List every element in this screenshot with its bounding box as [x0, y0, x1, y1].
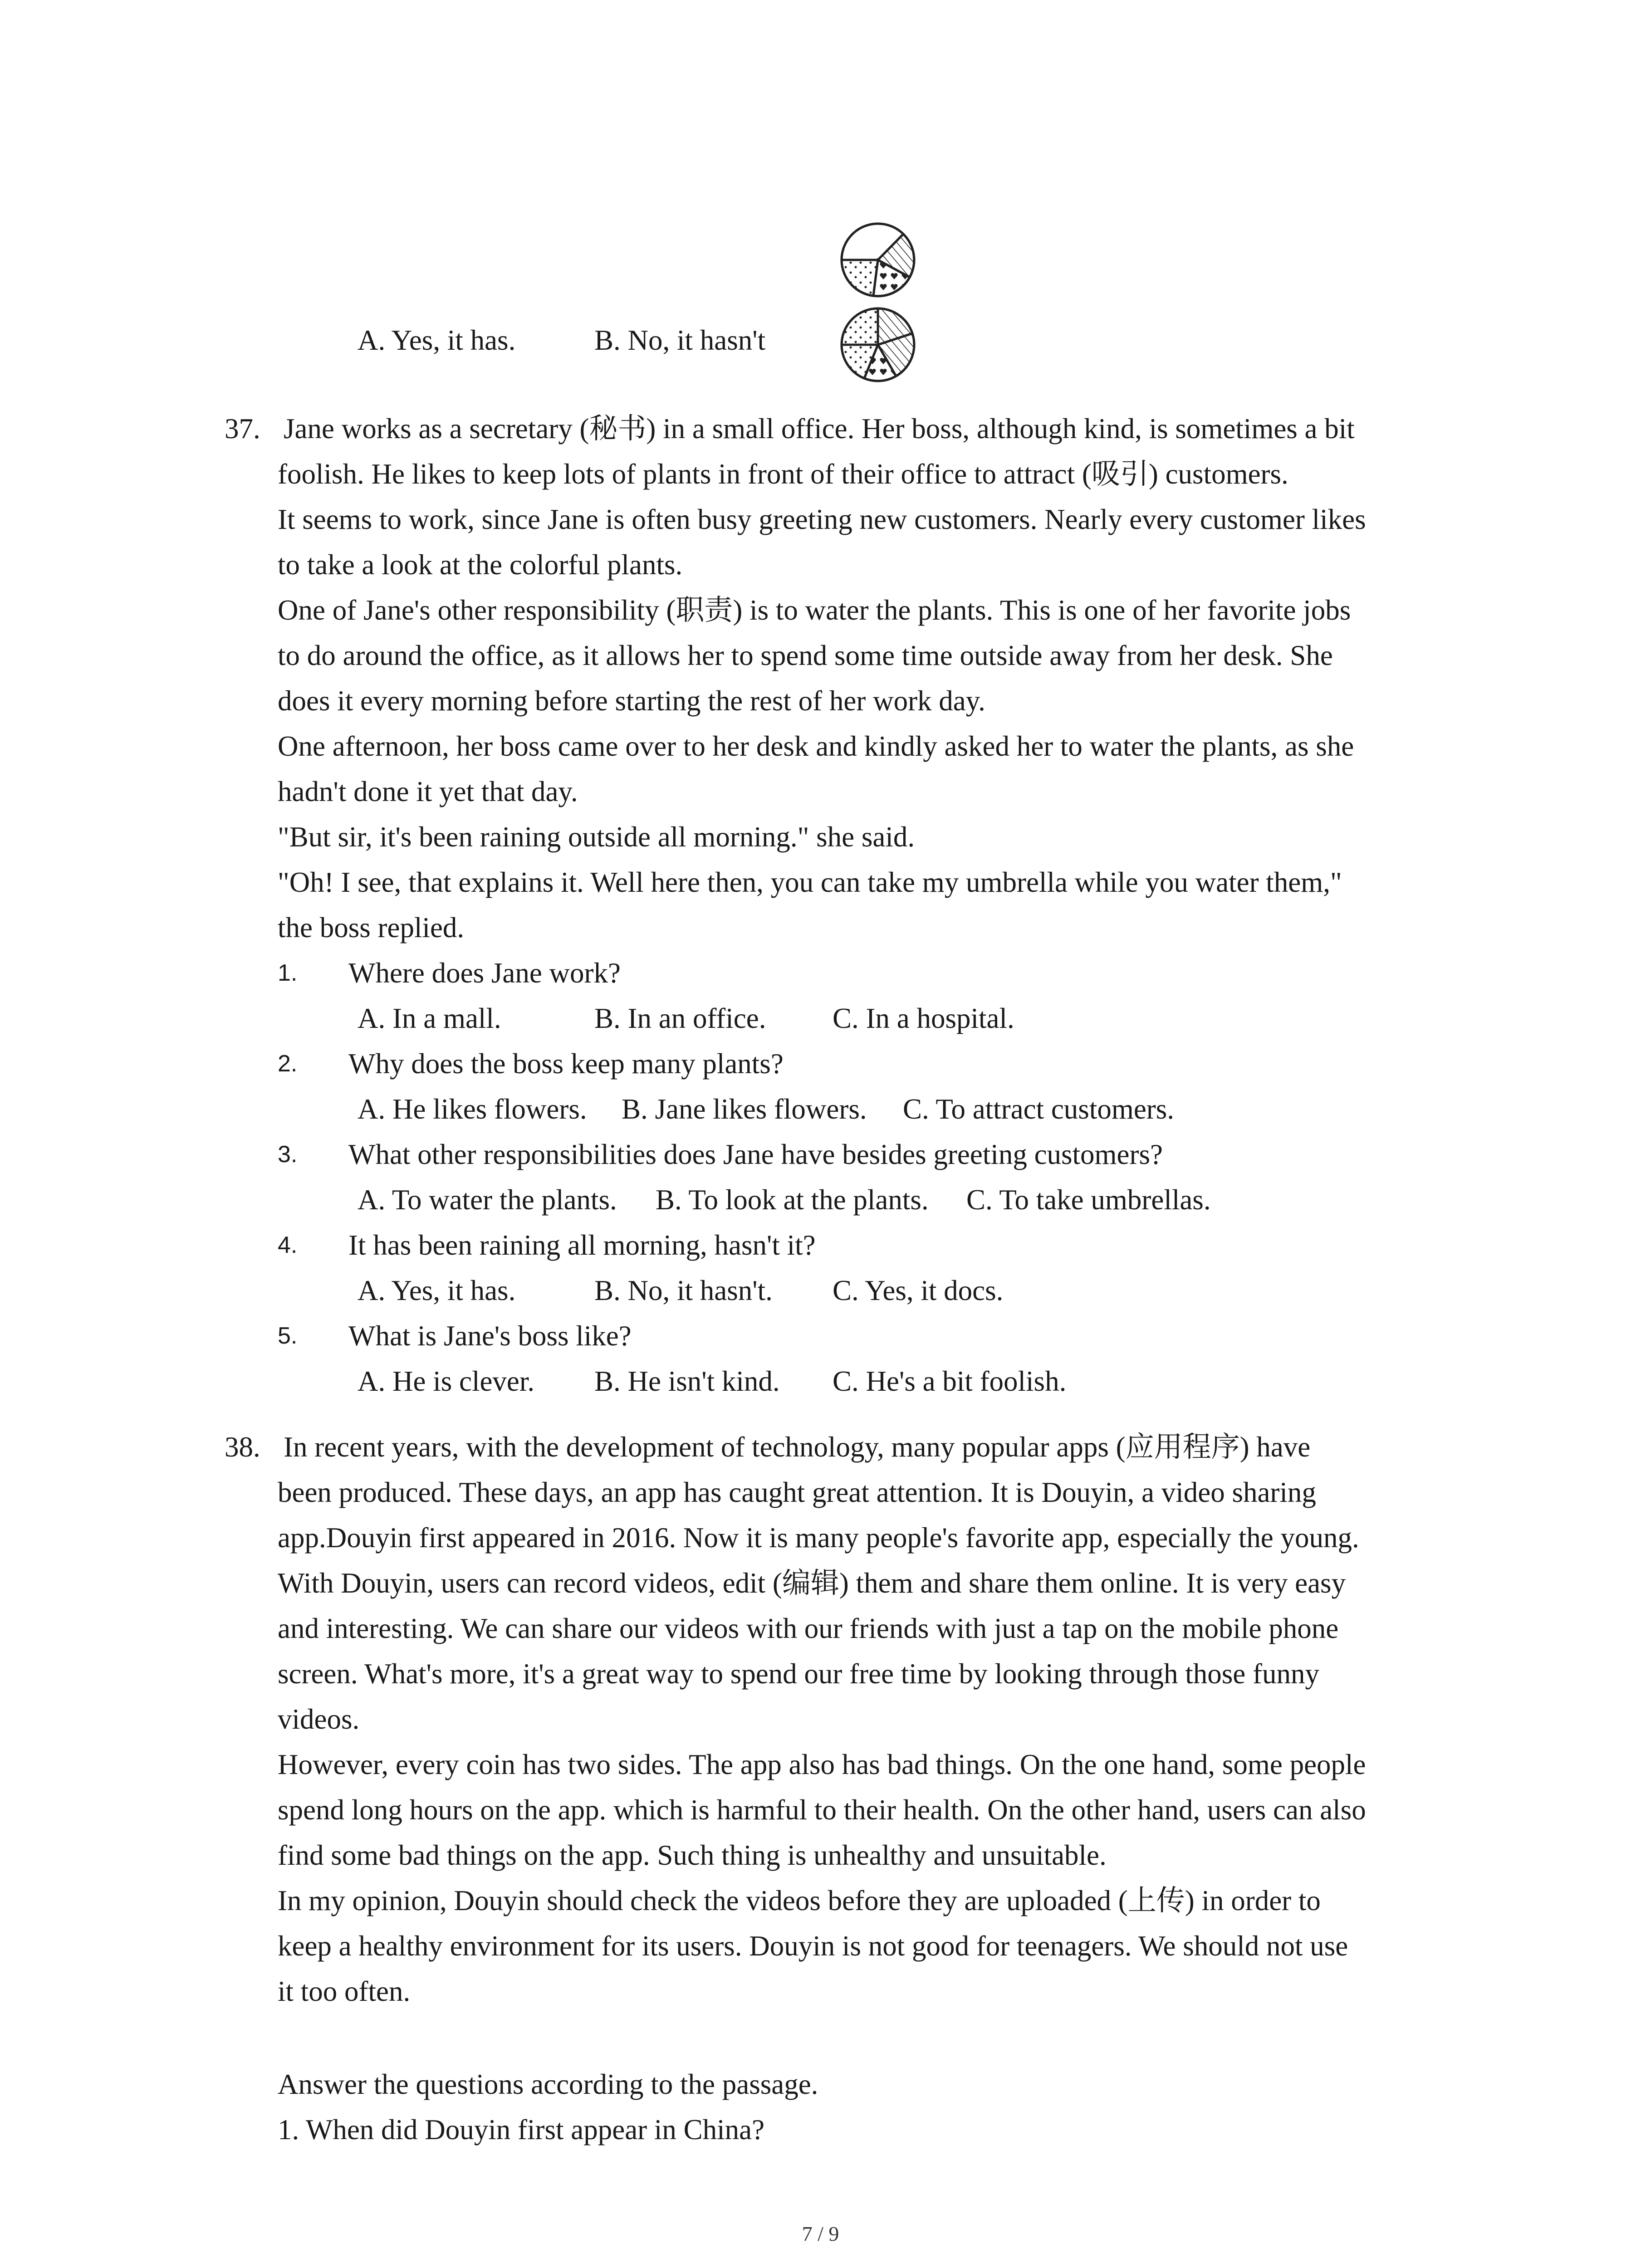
subquestion-number: 1.	[278, 960, 298, 986]
passage-38-line: spend long hours on the app. which is harmful to their health. On the other hand, users can also	[278, 1794, 1366, 1826]
passage-37-line: to take a look at the colorful plants.	[278, 549, 683, 581]
passage-38-line: it too often.	[278, 1975, 411, 2007]
answer-option: B. He isn't kind.	[594, 1365, 780, 1397]
answer-option: B. Jane likes flowers.	[622, 1093, 867, 1125]
option-b: B. No, it hasn't	[594, 324, 766, 356]
passage-37-line: Jane works as a secretary (秘书) in a small office. Her boss, although kind, is sometimes a bit	[284, 413, 1355, 445]
passage-38-line: keep a healthy environment for its users. Douyin is not good for teenagers. We should not use	[278, 1930, 1348, 1962]
question-number-37: 37.	[225, 413, 260, 445]
answer-option: C. In a hospital.	[833, 1002, 1014, 1034]
passage-37-line: foolish. He likes to keep lots of plants in front of their office to attract (吸引) customers.	[278, 458, 1288, 490]
passage-37-line: "But sir, it's been raining outside all morning." she said.	[278, 821, 915, 853]
passage-38-line: With Douyin, users can record videos, edit (编辑) them and share them online. It is very easy	[278, 1567, 1346, 1599]
instruction-text: Answer the questions according to the passage.	[278, 2068, 818, 2100]
passage-37-line: One afternoon, her boss came over to her desk and kindly asked her to water the plants, as she	[278, 730, 1354, 762]
passage-38-line: In recent years, with the development of technology, many popular apps (应用程序) have	[284, 1431, 1311, 1463]
passage-37-line: to do around the office, as it allows her to spend some time outside away from her desk. She	[278, 640, 1333, 671]
answer-option: A. He is clever.	[358, 1365, 535, 1397]
passage-38-line: app.Douyin first appeared in 2016. Now it is many people's favorite app, especially the young.	[278, 1522, 1359, 1554]
pie-chart-icon	[835, 220, 921, 392]
subquestion-text: Where does Jane work?	[348, 957, 621, 989]
answer-option: A. Yes, it has.	[358, 1275, 516, 1306]
subquestion-number: 4.	[278, 1232, 298, 1258]
answer-option: B. In an office.	[594, 1002, 766, 1034]
answer-option: A. He likes flowers.	[358, 1093, 587, 1125]
answer-option: C. He's a bit foolish.	[833, 1365, 1067, 1397]
answer-option: A. To water the plants.	[358, 1184, 617, 1216]
passage-38-line: videos.	[278, 1703, 360, 1735]
passage-37-line: "Oh! I see, that explains it. Well here then, you can take my umbrella while you water them,"	[278, 866, 1342, 898]
passage-37-line: It seems to work, since Jane is often busy greeting new customers. Nearly every customer likes	[278, 503, 1366, 535]
passage-37-line: hadn't done it yet that day.	[278, 776, 578, 807]
question-1-text: 1. When did Douyin first appear in China?	[278, 2114, 765, 2146]
page-number: 7 / 9	[802, 2222, 839, 2245]
subquestion-number: 2.	[278, 1051, 298, 1077]
passage-38-line: screen. What's more, it's a great way to spend our free time by looking through those funny	[278, 1658, 1319, 1690]
subquestion-text: What other responsibilities does Jane have besides greeting customers?	[348, 1139, 1163, 1170]
passage-38-line: and interesting. We can share our videos with our friends with just a tap on the mobile phone	[278, 1613, 1339, 1644]
passage-37-line: does it every morning before starting the rest of her work day.	[278, 685, 985, 717]
subquestion-number: 5.	[278, 1323, 298, 1349]
option-a: A. Yes, it has.	[358, 324, 516, 356]
answer-option: C. To take umbrellas.	[966, 1184, 1211, 1216]
pie-chart-images	[835, 220, 921, 392]
subquestion-text: Why does the boss keep many plants?	[348, 1048, 784, 1080]
passage-38-line: In my opinion, Douyin should check the videos before they are uploaded (上传) in order to	[278, 1885, 1321, 1916]
subquestion-text: What is Jane's boss like?	[348, 1320, 632, 1352]
passage-37-line: the boss replied.	[278, 912, 465, 943]
subquestion-text: It has been raining all morning, hasn't it?	[348, 1229, 816, 1261]
passage-38-line: find some bad things on the app. Such thing is unhealthy and unsuitable.	[278, 1839, 1107, 1871]
answer-option: B. No, it hasn't.	[594, 1275, 773, 1306]
passage-38-line: However, every coin has two sides. The app also has bad things. On the one hand, some people	[278, 1749, 1366, 1780]
answer-option: A. In a mall.	[358, 1002, 501, 1034]
answer-option: C. To attract customers.	[903, 1093, 1175, 1125]
answer-option: C. Yes, it docs.	[833, 1275, 1004, 1306]
answer-option: B. To look at the plants.	[656, 1184, 929, 1216]
subquestion-number: 3.	[278, 1141, 298, 1168]
question-number-38: 38.	[225, 1431, 260, 1463]
passage-37-line: One of Jane's other responsibility (职责) is to water the plants. This is one of her favorite jobs	[278, 594, 1351, 626]
passage-38-line: been produced. These days, an app has caught great attention. It is Douyin, a video sharing	[278, 1476, 1316, 1508]
